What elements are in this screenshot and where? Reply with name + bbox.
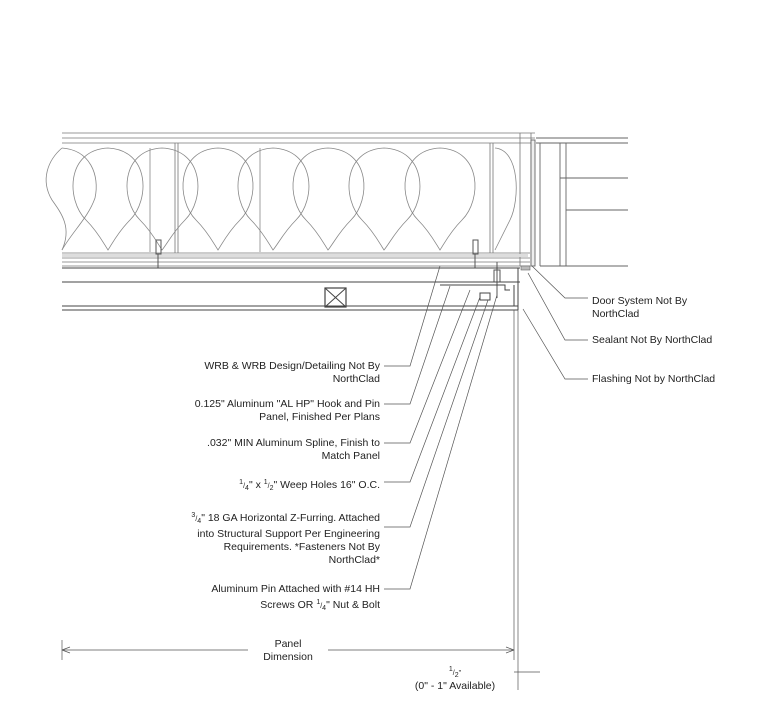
door-frame [531,138,628,266]
weep-frac-b: $^1/_2$ [263,479,274,492]
sheathing-band [62,254,528,257]
leader-lines-left [384,266,497,589]
panel-dimension-label: Panel Dimension [248,638,328,664]
gap-dimension-label: $^1/_2$" (0" - 1" Available) [400,665,510,693]
weep-frac-a: $^1/_4$ [239,479,249,492]
callout-pin: Aluminum Pin Attached with #14 HH Screws OR $^1/_4$" Nut & Bolt [211,583,380,612]
callout-weep-holes: $^1/_4$" x $^1/_2$" Weep Holes 16" O.C. [239,479,380,492]
zfurring-frac: $^3/_4$ [191,512,202,525]
callout-panel: 0.125" Aluminum "AL HP" Hook and Pin Panel, Finished Per Plans [194,398,380,423]
leader-lines-right [523,266,588,379]
gap-frac: $^1/_2$" [448,666,462,679]
panel-assembly [62,268,520,310]
callout-spline: .032" MIN Aluminum Spline, Finish to Match Panel [207,437,380,462]
callout-flashing: Flashing Not by NorthClad [592,373,716,385]
insulation-pattern [46,148,516,252]
callout-wrb: WRB & WRB Design/Detailing Not By NorthClad [204,360,380,385]
anchor-clips [156,240,500,298]
callout-door-system: Door System Not By NorthClad [592,295,688,320]
wall-assembly [62,133,535,266]
callout-z-furring: $^3/_4$" 18 GA Horizontal Z-Furring. Attached into Structural Support Per Engineering Requirements. *Fasteners Not By NorthClad* [191,512,380,566]
sealant-joint [521,266,530,270]
callout-sealant: Sealant Not By NorthClad [592,334,713,346]
pin-frac: $^1/_4$ [316,599,327,612]
